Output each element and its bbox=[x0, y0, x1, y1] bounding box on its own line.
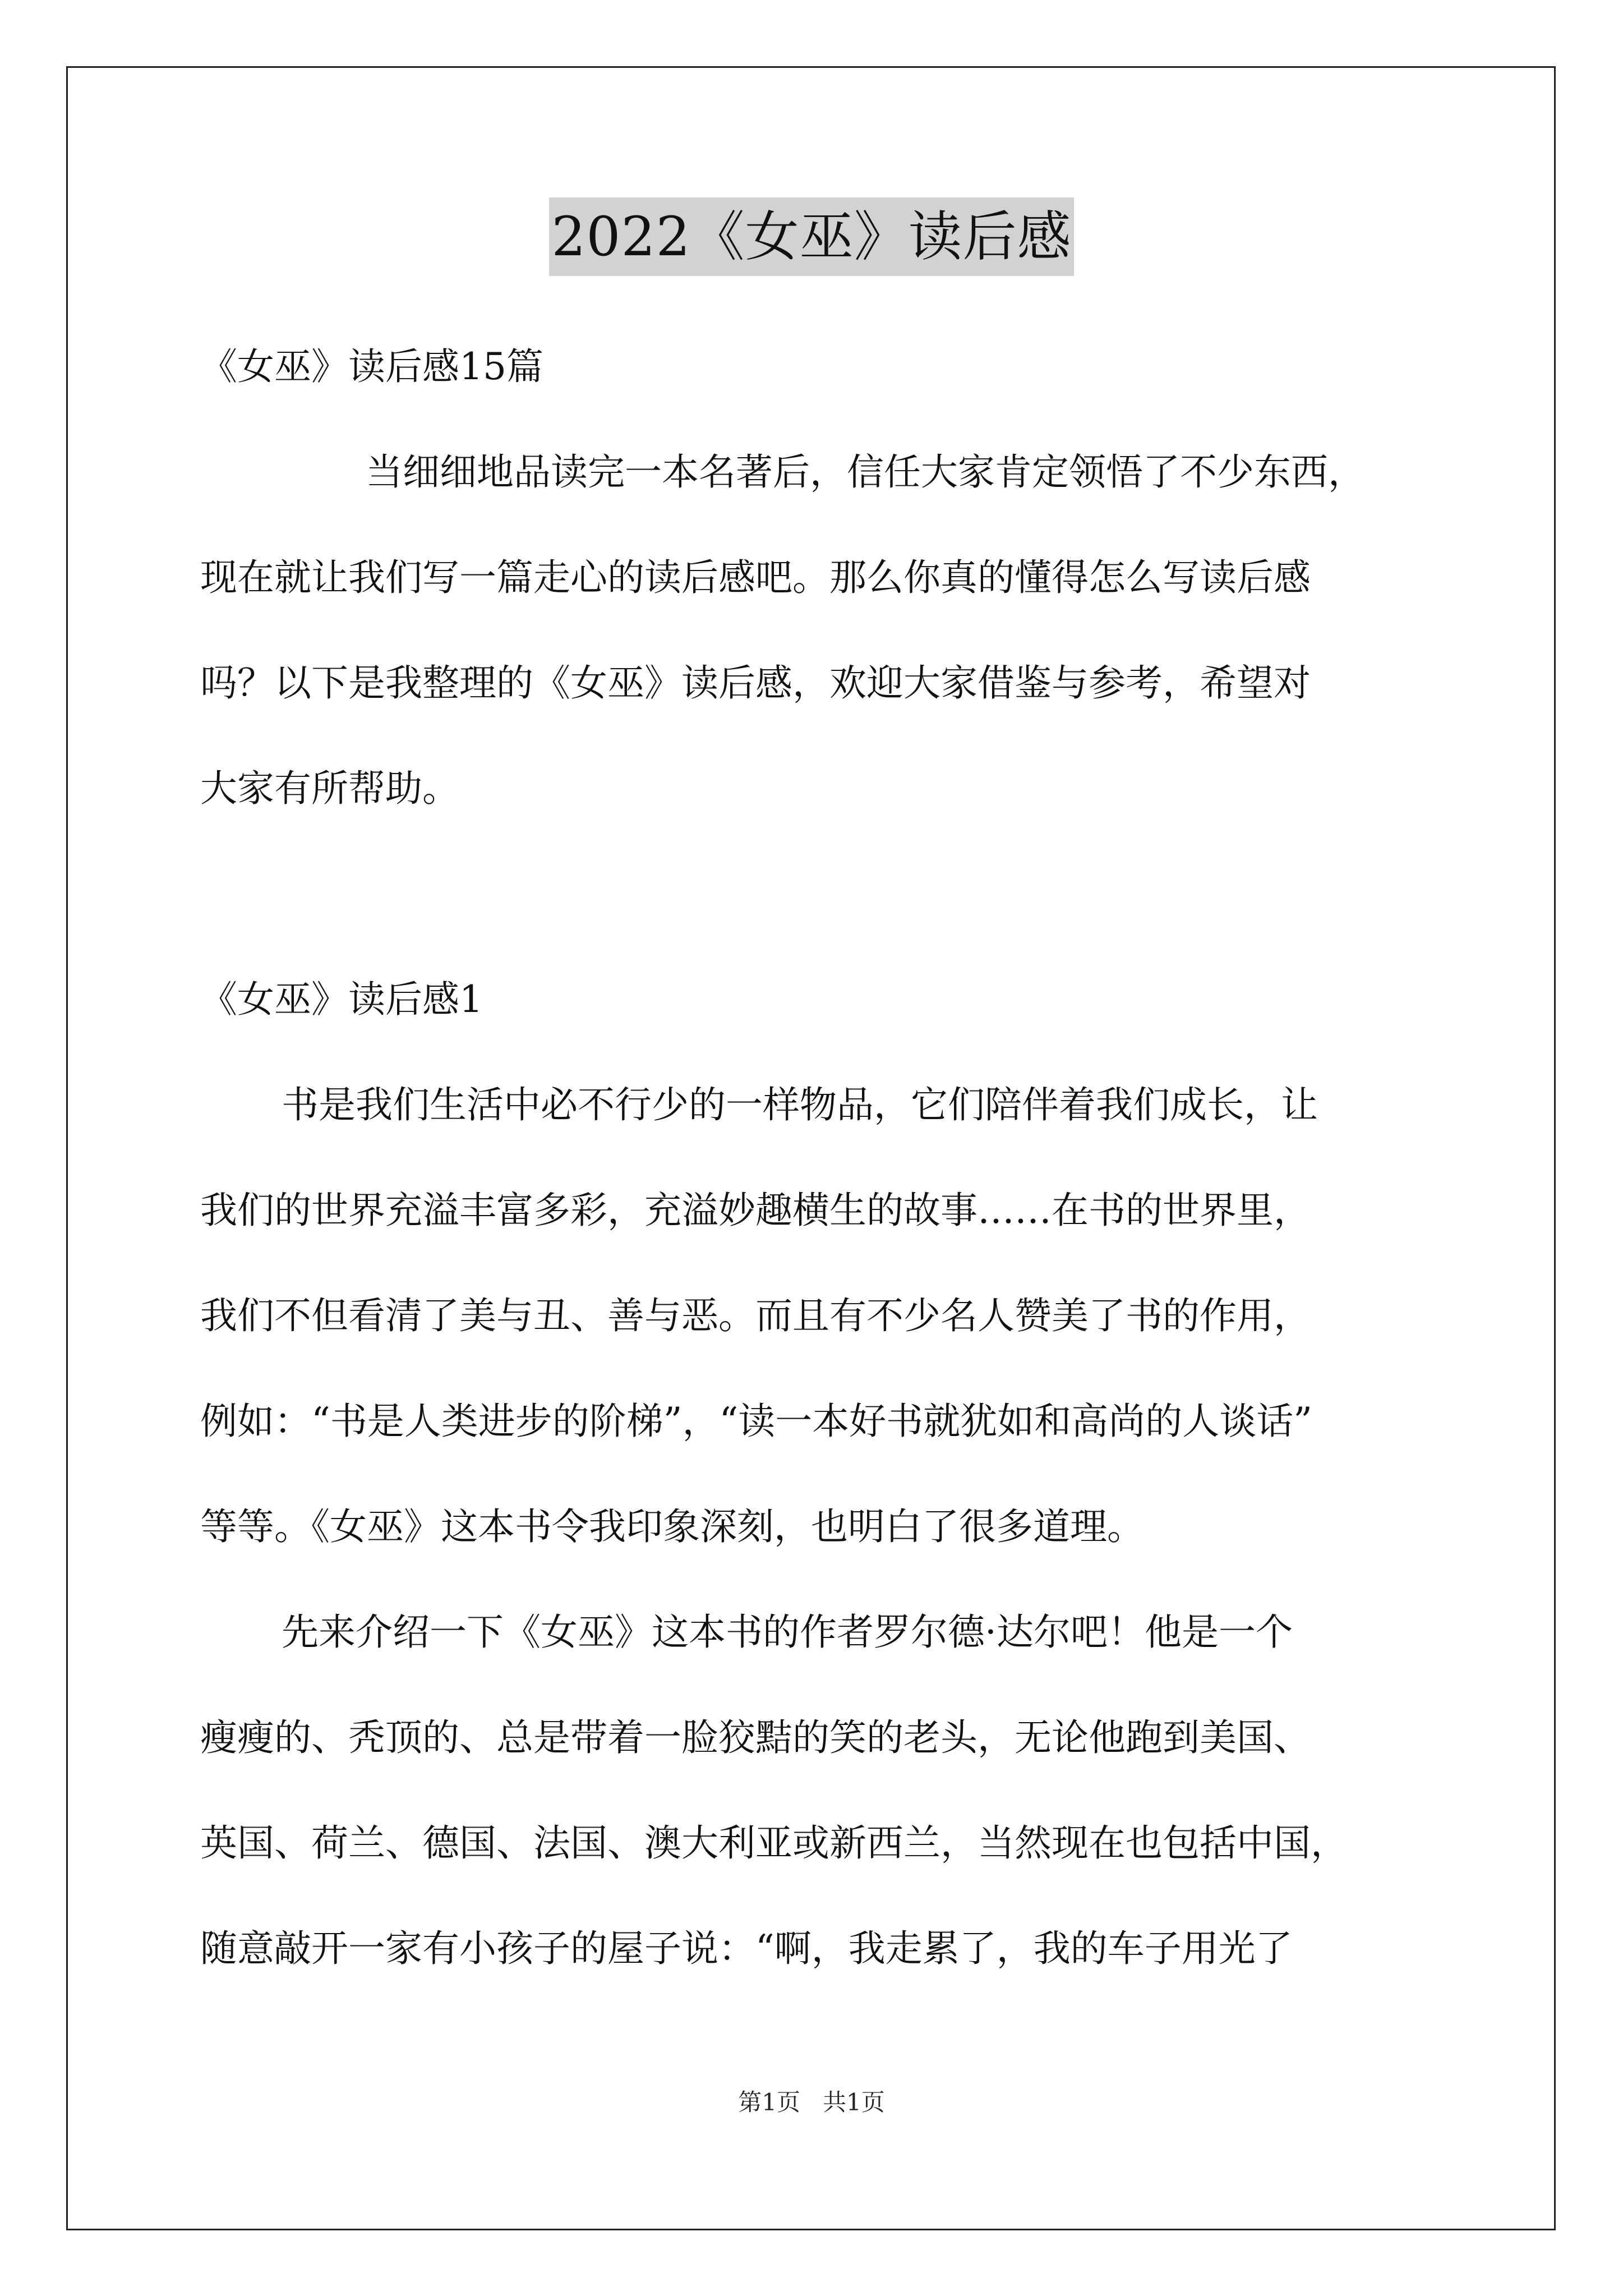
paragraph-line: 我们的世界充溢丰富多彩，充溢妙趣横生的故事……在书的世界里， bbox=[200, 1189, 1311, 1232]
paragraph-line: 随意敲开一家有小孩子的屋子说：“啊，我走累了，我的车子用光了 bbox=[200, 1927, 1293, 1970]
intro-line: 吗？以下是我整理的《女巫》读后感，欢迎大家借鉴与参考，希望对 bbox=[200, 661, 1311, 705]
intro-line: 大家有所帮助。 bbox=[200, 767, 459, 810]
title-container bbox=[0, 197, 1623, 276]
page-total: 共1页 bbox=[823, 2088, 885, 2116]
intro-line: 现在就让我们写一篇走心的读后感吧。那么你真的懂得怎么写读后感 bbox=[200, 556, 1311, 599]
section-heading: 《女巫》读后感1 bbox=[200, 978, 483, 1021]
paragraph-line: 等等。《女巫》这本书令我印象深刻，也明白了很多道理。 bbox=[200, 1505, 1144, 1548]
page-footer bbox=[0, 2086, 1623, 2119]
paragraph-line: 我们不但看清了美与丑、善与恶。而且有不少名人赞美了书的作用， bbox=[200, 1294, 1311, 1337]
paragraph-line: 瘦瘦的、秃顶的、总是带着一脸狡黠的笑的老头，无论他跑到美国、 bbox=[200, 1716, 1311, 1759]
paragraph-line: 书是我们生活中必不行少的一样物品，它们陪伴着我们成长，让 bbox=[282, 1083, 1318, 1126]
intro-line: 当细细地品读完一本名著后，信任大家肯定领悟了不少东西， bbox=[366, 450, 1365, 494]
document-title: 2022《女巫》读后感 bbox=[549, 197, 1073, 276]
document-body bbox=[200, 314, 1431, 2001]
paragraph-line: 例如：“书是人类进步的阶梯”，“读一本好书就犹如和高尚的人谈话” bbox=[200, 1400, 1312, 1443]
blank-line bbox=[200, 841, 1431, 947]
page-number: 第1页 bbox=[738, 2088, 800, 2116]
paragraph-line: 先来介绍一下《女巫》这本书的作者罗尔德·达尔吧！他是一个 bbox=[282, 1611, 1293, 1654]
subtitle: 《女巫》读后感15篇 bbox=[200, 345, 543, 388]
paragraph-line: 英国、荷兰、德国、法国、澳大利亚或新西兰，当然现在也包括中国， bbox=[200, 1821, 1348, 1865]
